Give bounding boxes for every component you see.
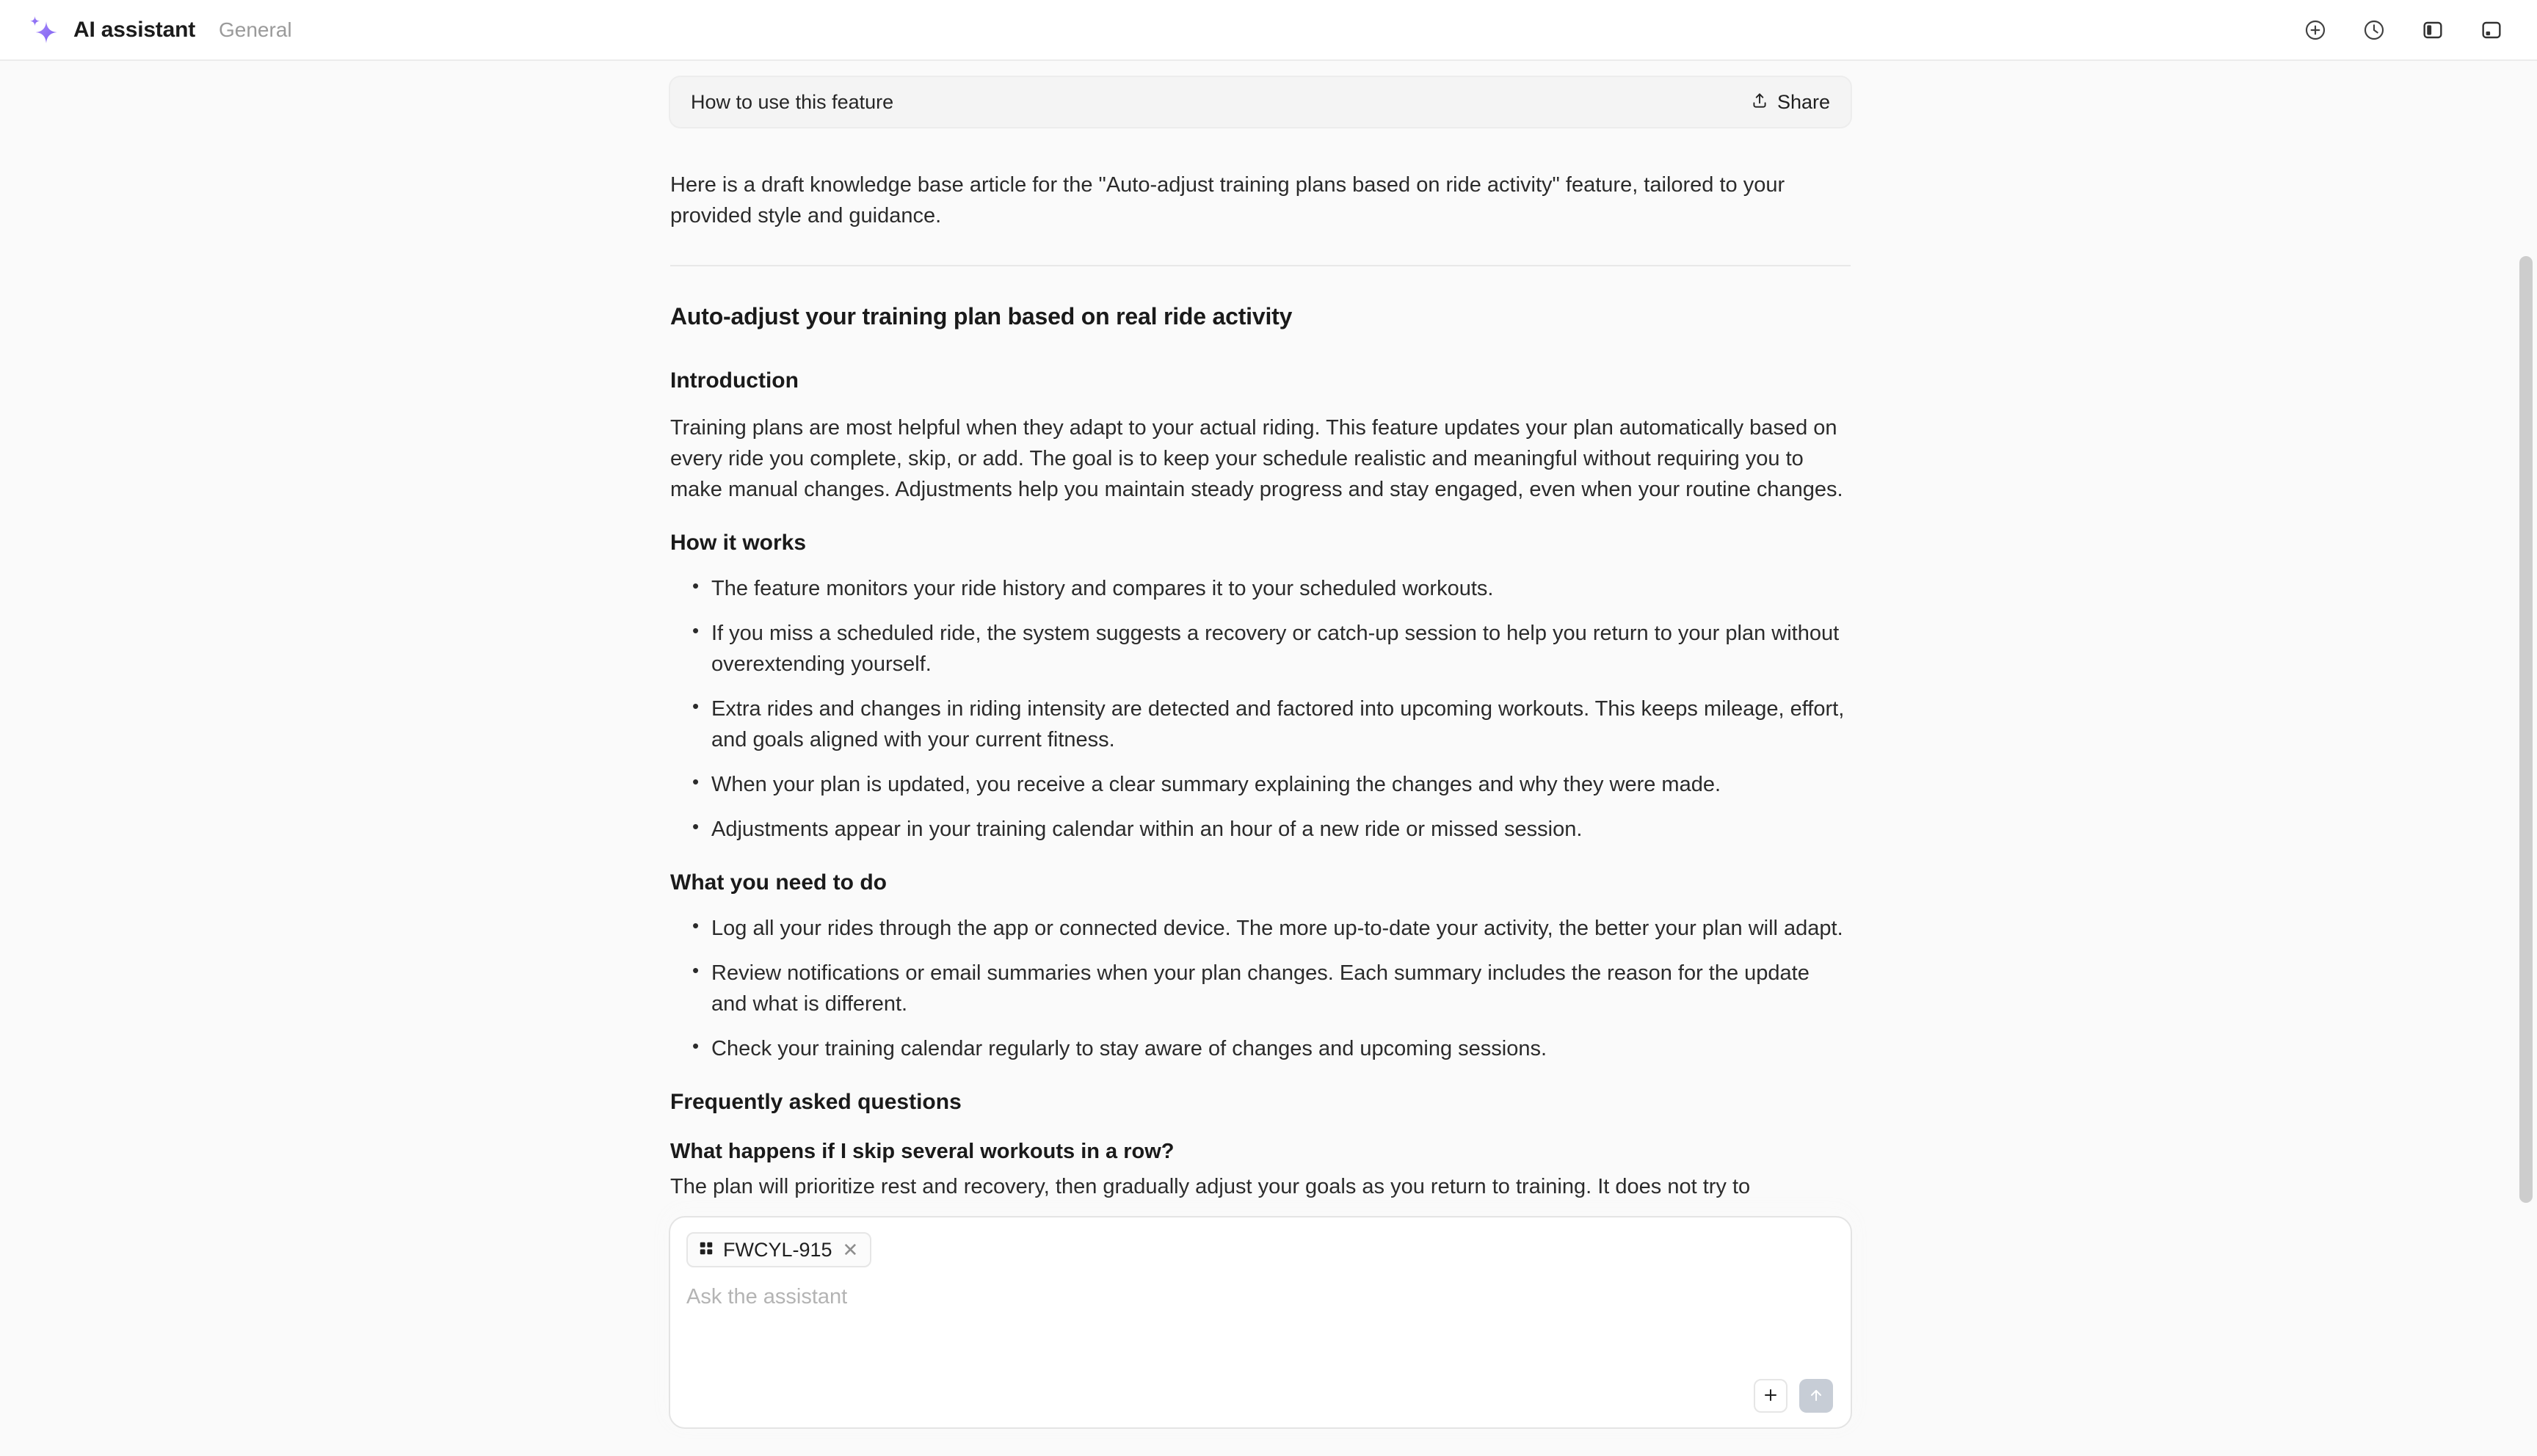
- section-heading-faq: Frequently asked questions: [670, 1090, 962, 1115]
- list-item: • Extra rides and changes in riding intensity are detected and factored into upcoming workouts. This keeps mileage, effort, and goals aligned with your current fitness.: [711, 694, 1851, 755]
- send-button[interactable]: [1799, 1379, 1833, 1413]
- list-item: • Review notifications or email summaries when your plan changes. Each summary includes the reason for the update and what is different.: [711, 958, 1851, 1019]
- message-composer[interactable]: [669, 1216, 1852, 1429]
- brand: [0, 12, 292, 48]
- section-list-what-you-need-to-do: [670, 913, 1851, 1064]
- left-panel-toggle-icon: [2421, 18, 2445, 42]
- grid-squares-icon: [698, 1240, 714, 1260]
- list-item: • When your plan is updated, you receive a clear summary explaining the changes and why they were made.: [711, 769, 1851, 800]
- faq-answer: The plan will prioritize rest and recovery, then gradually adjust your goals as you return to training. It does not try to: [670, 1174, 1751, 1198]
- bottom-panel-toggle-icon: [2480, 18, 2503, 42]
- article-heading: Auto-adjust your training plan based on real ride activity: [670, 303, 1293, 330]
- list-item: • Log all your rides through the app or connected device. The more up-to-date your activity, the better your plan will adapt.: [711, 913, 1851, 944]
- assistant-lead-text: Here is a draft knowledge base article for the "Auto-adjust training plans based on ride activity" feature, tailored to your provided style and guidance.: [670, 173, 1785, 228]
- scrollbar-track[interactable]: [2515, 122, 2537, 1456]
- share-button[interactable]: [1750, 91, 1830, 114]
- composer-context-chips: [670, 1217, 1851, 1267]
- article-body: [669, 170, 1852, 1202]
- toggle-bottom-panel-button[interactable]: [2471, 10, 2512, 51]
- app-scope-label: General: [219, 18, 292, 41]
- toggle-left-panel-button[interactable]: [2412, 10, 2453, 51]
- conversation-scroll-area[interactable]: [0, 61, 2537, 1456]
- plus-icon: [1762, 1386, 1779, 1406]
- section-heading-how-it-works: How it works: [670, 530, 807, 555]
- context-chip-label: FWCYL-915: [723, 1238, 832, 1261]
- message-input[interactable]: Ask the assistant: [686, 1285, 848, 1308]
- list-item: • Check your training calendar regularly to stay aware of changes and upcoming sessions.: [711, 1033, 1851, 1064]
- share-button-label: Share: [1776, 90, 1830, 113]
- context-chip[interactable]: [686, 1232, 871, 1267]
- article-card-header: [669, 76, 1852, 128]
- list-item: • If you miss a scheduled ride, the system suggests a recovery or catch-up session to help you return to your plan without overextending yourself.: [711, 618, 1851, 680]
- app-title: AI assistant: [73, 17, 195, 42]
- section-heading-what-you-need-to-do: What you need to do: [670, 870, 887, 895]
- article-card: [669, 76, 1852, 1202]
- sparkle-icon: [25, 12, 60, 48]
- attach-button[interactable]: [1754, 1379, 1787, 1413]
- topbar-actions: [2295, 10, 2537, 51]
- scrollbar-thumb[interactable]: [2519, 256, 2533, 1203]
- faq-question: What happens if I skip several workouts in a row?: [670, 1140, 1175, 1164]
- clock-history-icon: [2362, 18, 2386, 42]
- section-heading-introduction: Introduction: [670, 368, 799, 393]
- list-item: • The feature monitors your ride history and compares it to your scheduled workouts.: [711, 573, 1851, 604]
- arrow-up-icon: [1807, 1386, 1825, 1406]
- composer-actions: [1754, 1379, 1833, 1413]
- article-card-title: How to use this feature: [691, 90, 894, 113]
- top-bar: [0, 0, 2537, 61]
- plus-circle-icon: [2304, 18, 2327, 42]
- new-chat-button[interactable]: [2295, 10, 2336, 51]
- share-upload-icon: [1750, 91, 1769, 114]
- history-button[interactable]: [2353, 10, 2395, 51]
- content-divider: [670, 265, 1851, 266]
- close-icon[interactable]: ✕: [842, 1239, 859, 1261]
- section-list-how-it-works: [670, 573, 1851, 845]
- list-item: • Adjustments appear in your training calendar within an hour of a new ride or missed session.: [711, 814, 1851, 845]
- section-paragraph-introduction: Training plans are most helpful when they adapt to your actual riding. This feature updates your plan automatically based on every ride you complete, skip, or add. The goal is to keep your schedule realistic and meaningful without requiring you to make manual changes. Adjustments help you maintain steady progress and stay engaged, even when your routine changes.: [670, 415, 1843, 501]
